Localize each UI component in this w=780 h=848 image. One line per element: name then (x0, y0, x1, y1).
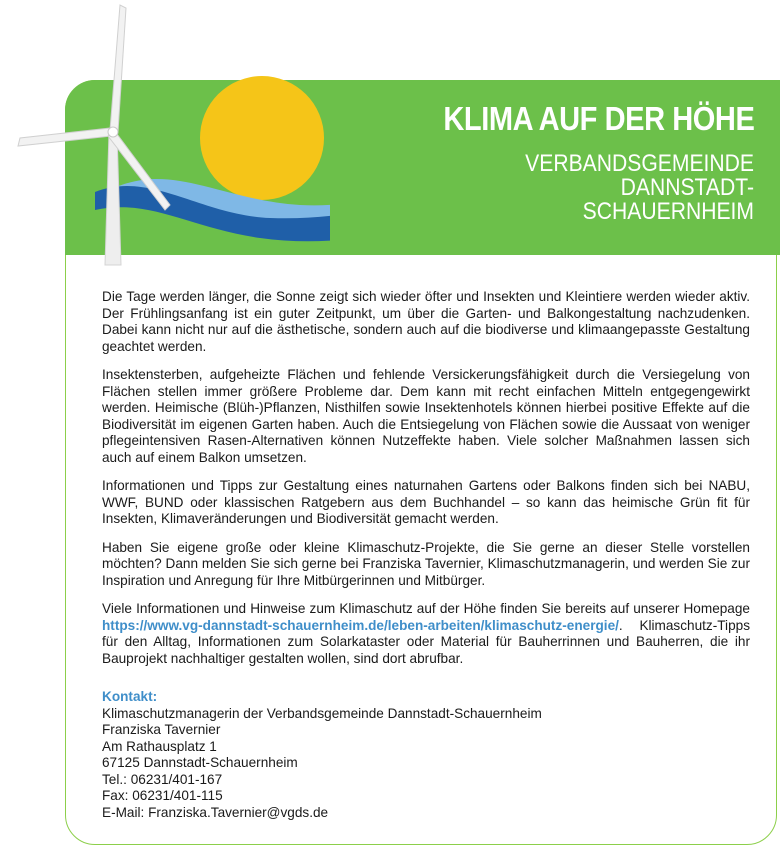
contact-heading: Kontakt: (102, 689, 158, 704)
paragraph: Haben Sie eigene große oder kleine Klimaschutz-Projekte, die Sie gerne an dieser Stelle vorstellen möchten? Dann melden Sie sich gerne bei Franziska Tavernier, Klimaschutzmanagerin, und werden Sie zur Inspiration und Anregung für Ihre Mitbürgerinnen und Mitbürger. (102, 539, 750, 588)
contact-line: Fax: 06231/401-115 (102, 788, 223, 803)
subtitle-line: DANNSTADT- (620, 174, 754, 201)
paragraph (102, 601, 750, 667)
email-line[interactable]: E-Mail: Franziska.Tavernier@vgds.de (102, 804, 329, 820)
turbine-blade-left (18, 128, 112, 146)
contact-line: Klimaschutzmanagerin der Verbandsgemeinde Dannstadt-Schauernheim (102, 705, 542, 721)
turbine-hub (108, 127, 118, 137)
subtitle-line: VERBANDSGEMEINDE (525, 150, 754, 177)
contact-line: Tel.: 06231/401-167 (102, 771, 223, 787)
paragraph: Die Tage werden länger, die Sonne zeigt sich wieder öfter und Insekten und Kleintiere werden wieder aktiv. Der Frühlingsanfang ist ein guter Zeitpunkt, um über die Garten- und Balkongestaltung nachzudenken. Dabei kann nicht nur auf die ästhetische, sondern auch auf die biodiverse und klimaangepasste Gestaltung geachtet werden. (102, 289, 750, 354)
homepage-link[interactable]: https://www.vg-dannstadt-schauernheim.de/leben-arbeiten/klimaschutz-energie/ (102, 617, 619, 633)
sun-icon (200, 76, 324, 200)
turbine-blade-top (110, 5, 126, 132)
subtitle-line: SCHAUERNHEIM (582, 198, 754, 225)
page-title: KLIMA AUF DER HÖHE (443, 100, 754, 137)
paragraph: Insektensterben, aufgeheizte Flächen und fehlende Versickerungsfähigkeit durch die Versiegelung von Flächen stellen immer größere Probleme dar. Dem kann mit recht einfachen Mitteln entgegengewirkt werden. Heimische (Blüh-)Pflanzen, Nisthilfen sowie Insektenhotels können hierbei positive Effekte auf die Biodiversität im eigenen Garten haben. Auch die Entsiegelung von Flächen sowie die Aussaat von weniger pflegeintensiven Rasen-Alternativen können Nutzeffekte haben. Viele solcher Maßnahmen lassen sich auch auf einem Balkon umsetzen. (102, 367, 750, 465)
contact-line: 67125 Dannstadt-Schauernheim (102, 755, 298, 770)
contact-line: Am Rathausplatz 1 (102, 738, 217, 754)
subtitle (490, 152, 754, 224)
paragraph: Informationen und Tipps zur Gestaltung eines naturnahen Gartens oder Balkons finden sich bei NABU, WWF, BUND oder klassischen Ratgebern aus dem Buchhandel – so kann das heimische Grün fit für Insekten, Klimaveränderungen und Biodiversität gemacht werden. (102, 478, 750, 526)
contact-block (102, 706, 750, 822)
article-body (102, 289, 750, 821)
paragraph-text: . Klimaschutz-Tipps für den Alltag, Informationen zum Solarkataster oder Material für Bauherrinnen und Bauherren, die ihr Bauprojekt nachhaltiger gestalten wollen, sind dort abrufbar. (102, 617, 750, 666)
wind-turbine-sun-wave-logo (0, 0, 330, 270)
paragraph-text: Viele Informationen und Hinweise zum Klimaschutz auf der Höhe finden Sie bereits auf unserer Homepage (102, 601, 750, 616)
contact-line: Franziska Tavernier (102, 722, 221, 737)
turbine-tower (105, 132, 121, 265)
